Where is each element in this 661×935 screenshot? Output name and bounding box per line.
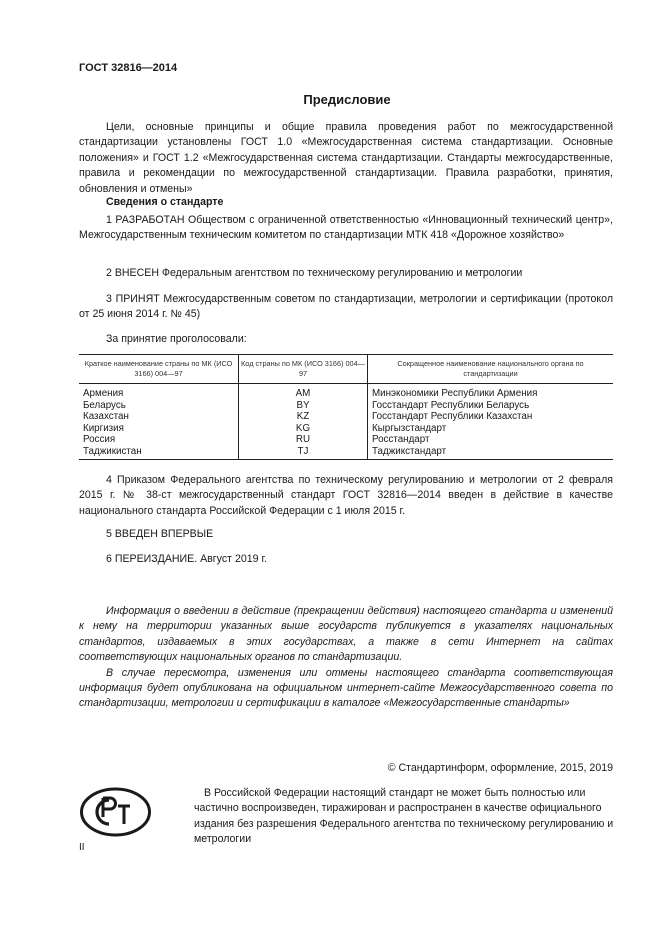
voted-label: За принятие проголосовали:: [106, 333, 247, 345]
code-cell: BY: [239, 400, 368, 412]
info-notes: [79, 604, 613, 712]
item-introduced: 2 ВНЕСЕН Федеральным агентством по техническому регулированию и метрологии: [106, 267, 523, 279]
country-cell: Беларусь: [83, 399, 126, 411]
table-row: [79, 446, 613, 460]
code-cell: KZ: [239, 411, 368, 423]
code-cell: TJ: [239, 446, 368, 460]
body-cell: Госстандарт Республики Беларусь: [368, 400, 614, 412]
item-reissue: 6 ПЕРЕИЗДАНИЕ. Август 2019 г.: [106, 553, 267, 565]
item-adopted-text: 3 ПРИНЯТ Межгосударственным советом по стандартизации, метрологии и сертификации (протокол от 25 июня 2014 г. № 45): [79, 293, 613, 321]
reproduction-notice-text: В Российской Федерации настоящий стандарт не может быть полностью или частично воспроизведен, тиражирован и распространен в качестве официального издания без разрешения Федерального агентства по техническому регулированию и метрологии: [194, 787, 614, 846]
body-cell: Минэкономики Республики Армения: [368, 384, 614, 400]
document-code: ГОСТ 32816—2014: [79, 62, 178, 74]
item-developed-text: 1 РАЗРАБОТАН Обществом с ограниченной ответственностью «Инновационный технический центр», Межгосударственным техническим комитетом по стандартизации МТК 418 «Дорожное хозяйство»: [79, 214, 613, 242]
item-enacted-text: 4 Приказом Федерального агентства по техническому регулированию и метрологии от 2 февраля 2015 г. № 38-ст межгосударственный стандарт ГОСТ 32816—2014 введен в действие в качестве национального стандарта Российской Федерации с 1 июля 2015 г.: [79, 474, 613, 517]
standard-info-heading: Сведения о стандарте: [106, 196, 224, 208]
intro-text: Цели, основные принципы и общие правила проведения работ по межгосударственной стандартизации установлены ГОСТ 1.0 «Межгосударственная система стандартизации. Основные положения» и ГОСТ 1.2 «Межгосударственная система стандартизации. Стандарты межгосударственные, правила и рекомендации по межгосударственной стандартизации. Правила разработки, принятия, обновления и отмены»: [79, 121, 613, 195]
intro-paragraph: [79, 120, 613, 197]
table-row: [79, 423, 613, 435]
country-cell: Казахстан: [83, 411, 129, 422]
item-adopted: [79, 292, 613, 323]
item-developed: [79, 213, 613, 244]
table-row: [79, 384, 613, 400]
info-note-publication: Информация о введении в действие (прекращении действия) настоящего стандарта и изменений к нему на территории указанных выше государств публикуется в указателях национальных стандартов, издаваемых в этих государствах, а также в сети Интернет на сайтах соответствующих национальных органов по стандартизации.: [79, 605, 613, 664]
table-row: [79, 434, 613, 446]
body-cell: Росстандарт: [368, 434, 614, 446]
approval-table: [79, 354, 613, 460]
column-header-country: Краткое наименование страны по МК (ИСО 3166) 004—97: [79, 355, 239, 384]
page-number: II: [79, 842, 85, 853]
body-cell: Кыргызстандарт: [368, 423, 614, 435]
body-cell: Госстандарт Республики Казахстан: [368, 411, 614, 423]
country-cell: Россия: [83, 434, 116, 445]
country-cell: Киргизия: [83, 422, 124, 434]
code-cell: KG: [239, 423, 368, 435]
table-row: [79, 400, 613, 412]
table-row: [79, 411, 613, 423]
column-header-body: Сокращенное наименование национального органа по стандартизации: [368, 355, 614, 384]
column-header-code: Код страны по МК (ИСО 3166) 004—97: [239, 355, 368, 384]
table-header-row: [79, 355, 613, 384]
info-note-revision: В случае пересмотра, изменения или отмены настоящего стандарта соответствующая информация будет опубликована на официальном интернет-сайте Межгосударственного совета по стандартизации, метрологии и сертификации в каталоге «Межгосударственные стандарты»: [79, 666, 613, 710]
copyright-line: © Стандартинформ, оформление, 2015, 2019: [387, 762, 613, 774]
code-cell: AM: [239, 384, 368, 400]
reproduction-notice: [194, 786, 614, 848]
rst-certification-mark-icon: [79, 787, 152, 837]
body-cell: Таджикстандарт: [368, 446, 614, 460]
item-enacted: [79, 473, 613, 519]
item-first-introduced: 5 ВВЕДЕН ВПЕРВЫЕ: [106, 528, 214, 540]
country-cell: Армения: [83, 388, 124, 399]
code-cell: RU: [239, 434, 368, 446]
country-cell: Таджикистан: [79, 446, 239, 460]
page-title: Предисловие: [303, 92, 391, 107]
